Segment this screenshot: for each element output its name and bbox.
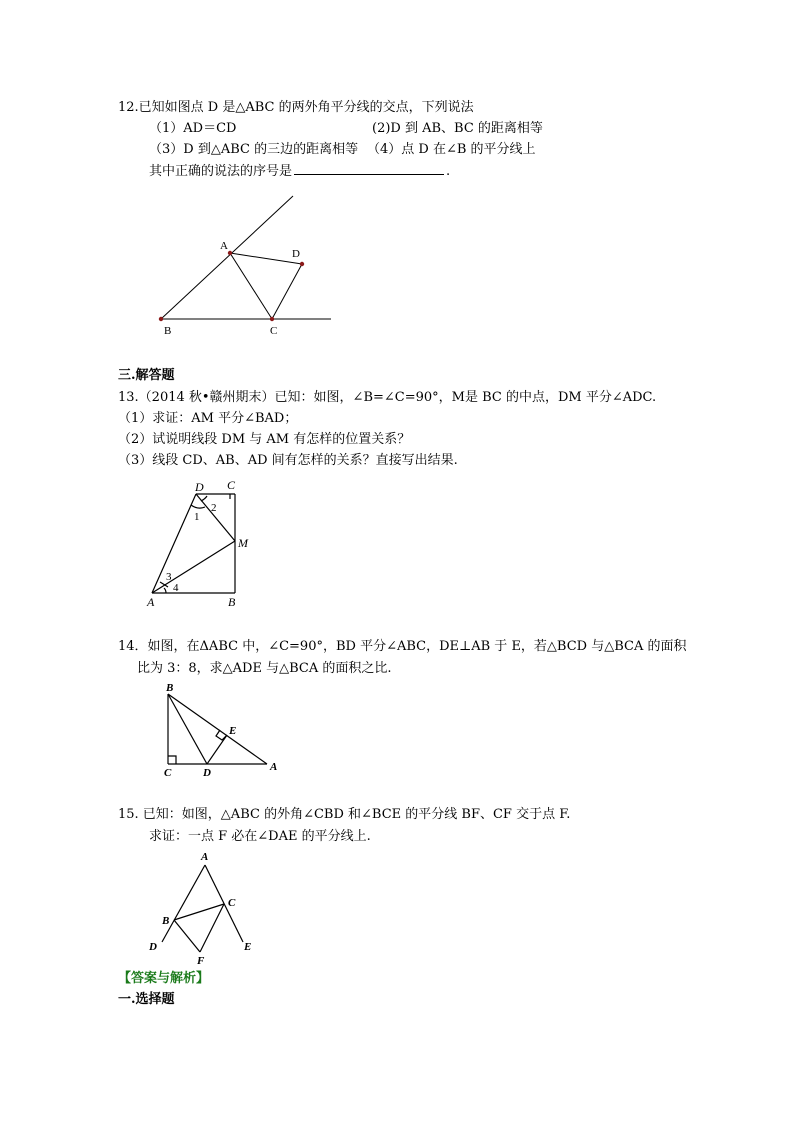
q14-right-angle-c	[168, 756, 176, 764]
q14-label-b: B	[166, 682, 174, 694]
q12-point-b	[159, 317, 163, 321]
q14-label-c: C	[164, 767, 172, 779]
q13-label-b: B	[228, 595, 236, 609]
q13-label-m: M	[238, 536, 248, 550]
q15-segment-bf	[174, 920, 200, 952]
q12-option-1: （1）AD＝CD	[149, 121, 237, 136]
q14-segment-de	[207, 735, 227, 764]
q12-point-d	[300, 262, 304, 266]
q15-label-b: B	[162, 915, 170, 927]
q13-angle-arc-2	[201, 496, 207, 501]
q14-line-2: 比为 3：8，求△ADE 与△BCA 的面积之比.	[137, 661, 392, 676]
q12-label-b: B	[164, 325, 172, 337]
q12-point-c	[270, 317, 274, 321]
q13-stem: 13.（2014 秋•赣州期末）已知：如图，∠B=∠C=90°，M是 BC 的中点，DM 平分∠ADC.	[118, 390, 657, 405]
q13-part-1: （1）求证：AM 平分∠BAD；	[118, 411, 298, 426]
q14-segment-bd	[168, 694, 207, 764]
q13-angle-arc-4	[164, 588, 166, 593]
q12-segment-cd	[272, 264, 302, 319]
q13-angle-arc-1	[191, 505, 205, 508]
q12-ask-end: .	[446, 164, 451, 179]
q15-label-a: A	[201, 851, 209, 863]
q14-label-a: A	[270, 761, 278, 773]
q15-label-c: C	[228, 897, 236, 909]
q12-label-c: C	[270, 325, 278, 337]
q14-label-e: E	[229, 725, 237, 737]
q14-segment-ba	[168, 694, 267, 764]
q15-line-1: 15. 已知：如图，△ABC 的外角∠CBD 和∠BCE 的平分线 BF、CF 交于点 F.	[118, 807, 571, 822]
q15-label-f: F	[197, 955, 205, 967]
q13-segment-ad	[152, 494, 196, 593]
q15-label-e: E	[244, 941, 252, 953]
q12-point-a	[228, 251, 232, 255]
q13-label-c: C	[227, 478, 236, 492]
q12-ask-text: 其中正确的说法的序号是	[149, 164, 293, 179]
q15-line-2: 求证：一点 F 必在∠DAE 的平分线上.	[149, 829, 371, 844]
answers-header: 【答案与解析】	[118, 971, 210, 986]
q12-option-3: （3）D 到△ABC 的三边的距离相等	[149, 142, 359, 157]
section-heading-3: 三.解答题	[118, 368, 175, 383]
q14-line-1: 14．如图，在ΔABC 中，∠C=90°，BD 平分∠ABC，DE⊥AB 于 E，若△BCD 与△BCA 的面积	[118, 639, 687, 654]
q13-part-3: （3）线段 CD、AB、AD 间有怎样的关系？直接写出结果.	[118, 453, 458, 468]
section-heading-1: 一.选择题	[118, 992, 175, 1007]
q13-label-a: A	[147, 595, 155, 609]
q15-label-d: D	[149, 941, 157, 953]
q13-angle-label-4: 4	[173, 582, 179, 594]
q15-ray-ad	[162, 865, 205, 942]
q13-label-d: D	[195, 480, 204, 494]
q13-angle-label-1: 1	[194, 511, 200, 523]
q12-label-a: A	[220, 240, 228, 252]
q12-stem: 12.已知如图点 D 是△ABC 的两外角平分线的交点，下列说法	[118, 100, 474, 115]
q12-label-d: D	[292, 248, 300, 260]
q13-part-2: （2）试说明线段 DM 与 AM 有怎样的位置关系？	[118, 432, 411, 447]
q12-ray-ba	[161, 196, 293, 319]
q12-option-4: （4）点 D 在∠B 的平分线上	[367, 142, 536, 157]
q12-segment-ac	[230, 253, 272, 319]
q14-label-d: D	[203, 767, 211, 779]
q13-angle-label-2: 2	[211, 502, 217, 514]
q12-option-2: (2)D 到 AB、BC 的距离相等	[372, 121, 543, 136]
q13-angle-label-3: 3	[166, 571, 172, 583]
q15-segment-cf	[200, 904, 224, 952]
